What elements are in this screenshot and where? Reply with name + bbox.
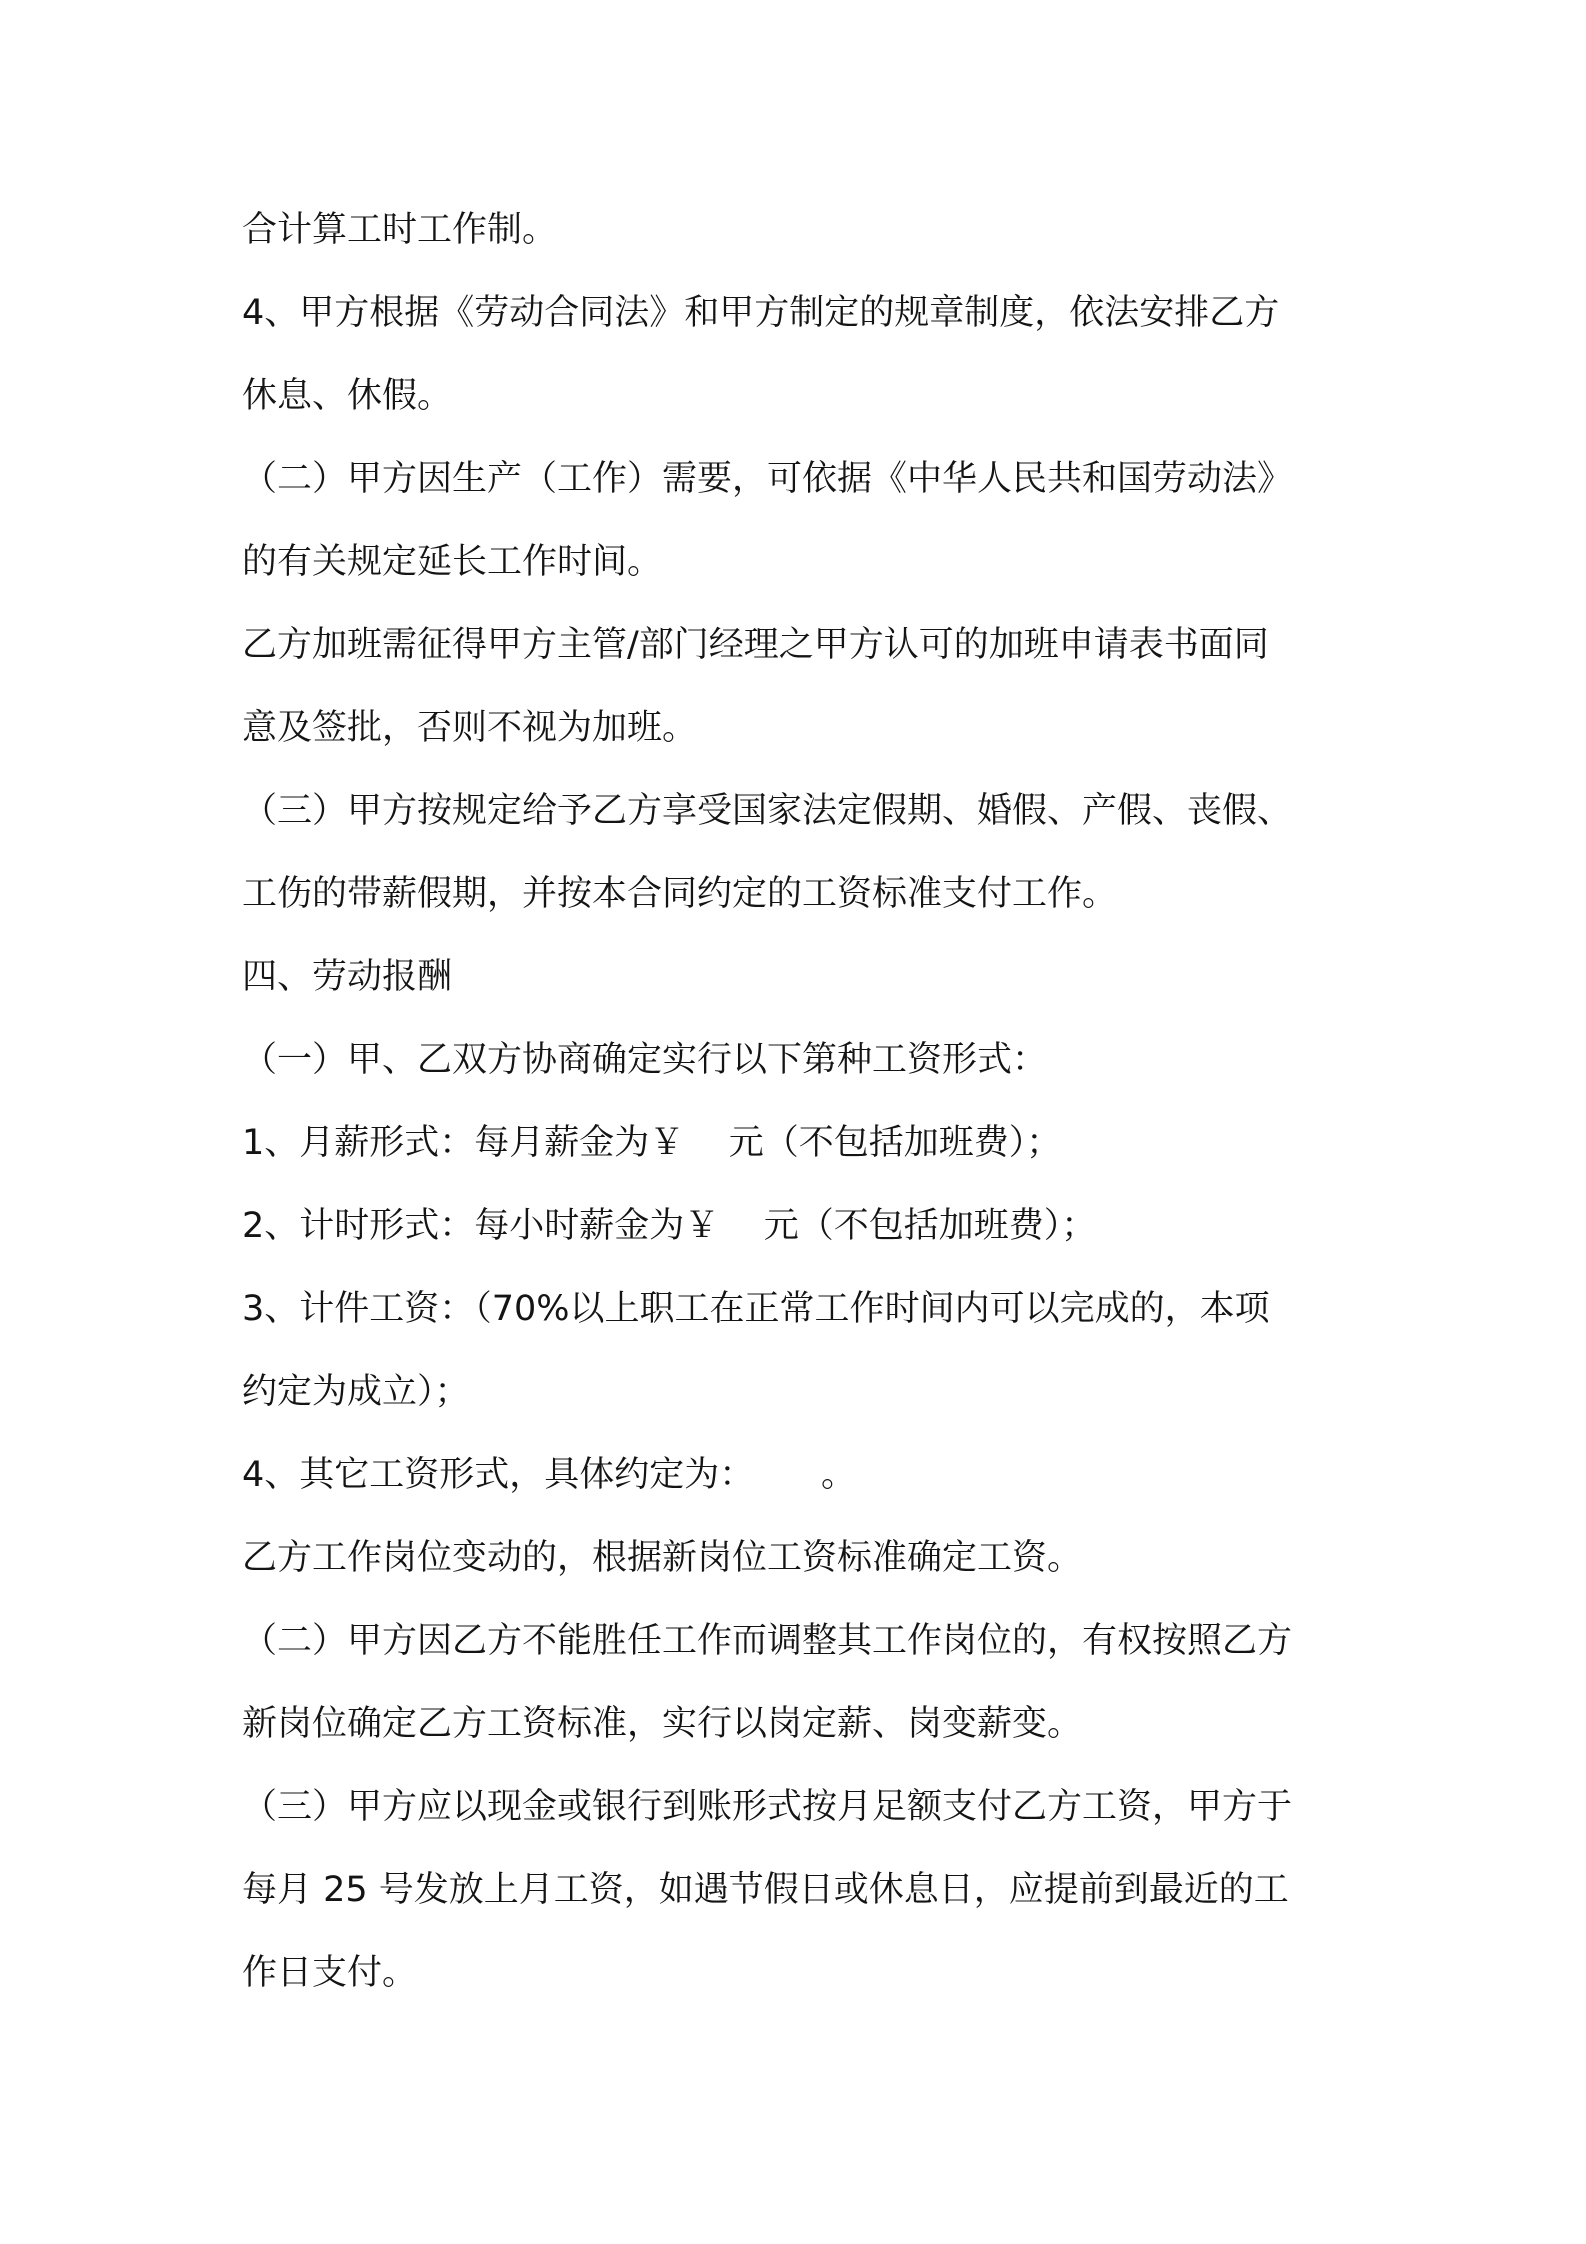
text-line: 4、甲方根据《劳动合同法》和甲方制定的规章制度，依法安排乙方	[242, 293, 1280, 333]
text-line: 新岗位确定乙方工资标准，实行以岗定薪、岗变薪变。	[242, 1704, 1083, 1744]
text-line: 工伤的带薪假期，并按本合同约定的工资标准支付工作。	[242, 874, 1118, 914]
text-line: 1、月薪形式：每月薪金为￥ 元（不包括加班费）；	[242, 1123, 1062, 1163]
text-line: 约定为成立）；	[242, 1372, 470, 1412]
section-heading: 四、劳动报酬	[242, 957, 453, 997]
text-line: （三）甲方按规定给予乙方享受国家法定假期、婚假、产假、丧假、	[242, 791, 1293, 831]
text-line: （二）甲方因生产（工作）需要，可依据《中华人民共和国劳动法》	[242, 459, 1293, 499]
text-line: 4、其它工资形式，具体约定为： 。	[242, 1455, 857, 1495]
text-line: 休息、休假。	[242, 376, 453, 416]
text-line: 3、计件工资：（70%以上职工在正常工作时间内可以完成的，本项	[242, 1289, 1270, 1329]
text-line: 乙方工作岗位变动的，根据新岗位工资标准确定工资。	[242, 1538, 1083, 1578]
text-line: 乙方加班需征得甲方主管/部门经理之甲方认可的加班申请表书面同	[242, 625, 1269, 665]
text-line: 每月 25 号发放上月工资，如遇节假日或休息日，应提前到最近的工	[242, 1870, 1289, 1910]
text-line: （二）甲方因乙方不能胜任工作而调整其工作岗位的，有权按照乙方	[242, 1621, 1293, 1661]
text-line: 2、计时形式：每小时薪金为￥ 元（不包括加班费）；	[242, 1206, 1097, 1246]
text-line: （一）甲、乙双方协商确定实行以下第种工资形式：	[242, 1040, 1048, 1080]
text-line: 的有关规定延长工作时间。	[242, 542, 663, 582]
text-line: 意及签批，否则不视为加班。	[242, 708, 698, 748]
text-line: 作日支付。	[242, 1953, 418, 1993]
text-line: （三）甲方应以现金或银行到账形式按月足额支付乙方工资，甲方于	[242, 1787, 1293, 1827]
text-line: 合计算工时工作制。	[242, 210, 558, 250]
